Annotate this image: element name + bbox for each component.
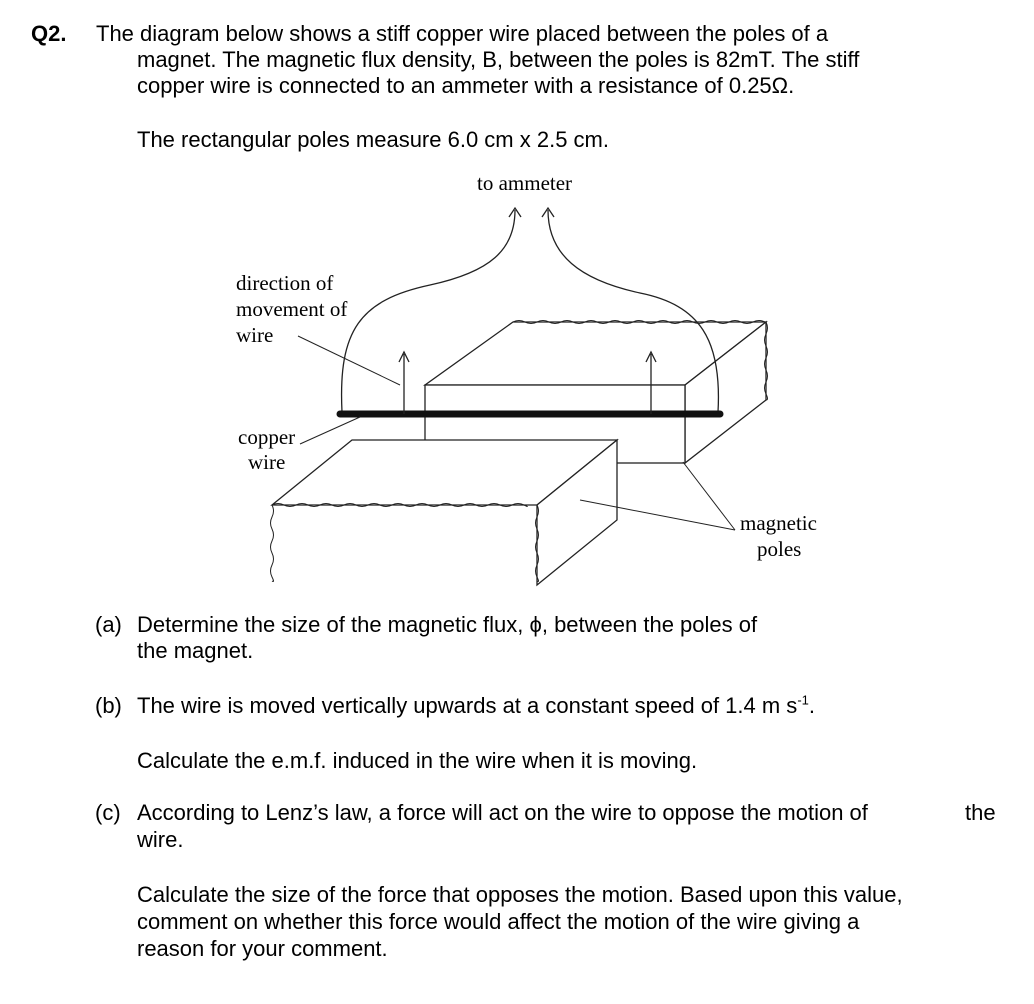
front-pole-wavy-left <box>271 505 274 582</box>
label-copper-line2: wire <box>248 450 286 474</box>
label-poles-line2: poles <box>757 537 802 561</box>
part-b-line1-main: The wire is moved vertically upwards at a constant speed of 1.4 m s <box>137 693 798 718</box>
part-b-line2: Calculate the e.m.f. induced in the wire when it is moving. <box>137 748 698 773</box>
question-intro-line2: magnet. The magnetic flux density, B, between the poles is 82mT. The stiff <box>137 47 860 72</box>
poles-statement: The rectangular poles measure 6.0 cm x 2.5 cm. <box>137 127 609 152</box>
part-c-line1-tail: the <box>965 800 996 825</box>
label-to-ammeter: to ammeter <box>477 171 573 195</box>
part-a-line1: Determine the size of the magnetic flux, ϕ, between the poles of <box>137 612 758 637</box>
part-c-letter: (c) <box>95 800 121 825</box>
part-a-text <box>137 612 757 664</box>
part-b-line1-sup: -1 <box>797 692 809 708</box>
label-copper-line1: copper <box>238 425 296 449</box>
label-direction-line1: direction of <box>236 271 334 295</box>
part-c-line5: reason for your comment. <box>137 936 388 961</box>
part-a-letter: (a) <box>95 612 122 637</box>
part-a-line2: the magnet. <box>137 638 254 663</box>
part-c-line1: According to Lenz’s law, a force will act on the wire to oppose the motion of <box>137 800 868 825</box>
poles-pointer-line-upper <box>683 462 735 530</box>
part-b-line1 <box>137 693 815 719</box>
part-c-line3: Calculate the size of the force that opposes the motion. Based upon this value, <box>137 882 903 907</box>
question-intro-line3: copper wire is connected to an ammeter with a resistance of 0.25Ω. <box>137 73 795 98</box>
part-b-letter: (b) <box>95 693 122 718</box>
part-c-line4: comment on whether this force would affect the motion of the wire giving a <box>137 909 860 934</box>
part-c-line2: wire. <box>137 827 184 852</box>
label-direction-line2: movement of <box>236 297 348 321</box>
part-b-line1-end: . <box>808 693 815 718</box>
copper-pointer-line <box>300 417 360 444</box>
question-number: Q2. <box>31 21 67 46</box>
question-intro-line1: The diagram below shows a stiff copper wire placed between the poles of a <box>96 21 829 46</box>
label-direction-line3: wire <box>236 323 274 347</box>
label-poles-line1: magnetic <box>740 511 817 535</box>
